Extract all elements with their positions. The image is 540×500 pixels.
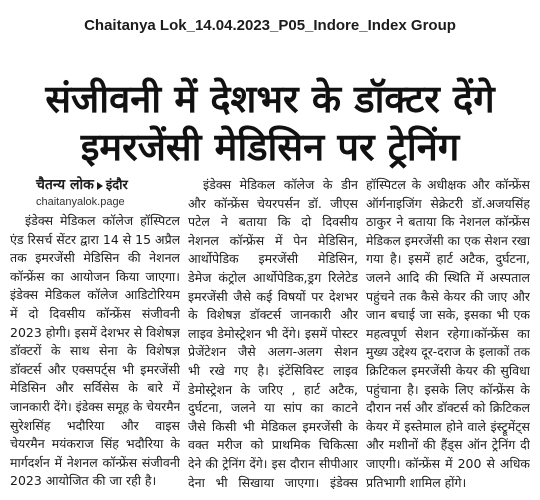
article-line: प्रतिभागी शामिल होंगे।	[366, 474, 467, 490]
article-column-middle	[188, 176, 358, 492]
article-column-left	[10, 212, 180, 491]
masthead-city: इंदौर	[105, 178, 128, 193]
article-line: मेडिकल इमरजेंसी का एक सेशन रखा	[366, 233, 530, 248]
article-line: जानकारी देंगे। इंडेक्स समूह के चेयरमैन	[10, 399, 180, 414]
article-line: आर्थोपेडिक इमरजेंसी मेडिसिन,	[188, 251, 358, 267]
masthead-logo	[36, 176, 128, 195]
article-line: के विशेषज्ञ डॉक्टर्स जानकारी और	[188, 307, 358, 323]
article-line: पहुंचने तक कैसे केयर की जाए और	[366, 288, 530, 304]
article-line: पहुंचाना है। इसके लिए कॉन्फ्रेंस के	[366, 381, 530, 397]
clipping-caption: Chaitanya Lok_14.04.2023_P05_Indore_Index Group	[84, 17, 456, 34]
article-line: डॉक्टर्स और एक्सपर्ट्स भी इमरजेंसी	[10, 361, 180, 377]
article-line: देना भी सिखाया जाएगा। इंडेक्स	[188, 474, 358, 490]
article-line: देने की ट्रेनिंग देंगे। इस दौरान सीपीआर	[188, 456, 358, 471]
article-line: सुरेशसिंह भदौरिया और वाइस	[10, 417, 180, 433]
article-line: दौरान नर्स और डॉक्टर्स को क्रिटिकल	[366, 400, 530, 416]
article-line: दुर्घटना, जलने या सांप का काटने	[188, 400, 358, 416]
article-column-right	[366, 176, 530, 492]
article-line: इमरजेंसी जैसे कई विषयों पर देशभर	[188, 288, 358, 304]
article-line: पटेल ने बताया कि दो दिवसीय	[188, 214, 358, 230]
article-line: जाएगी। कॉन्फ्रेंस में 200 से अधिक	[366, 455, 530, 471]
article-line: लाइव डेमोस्ट्रेशन भी देंगे। इसमें पोस्टर	[188, 325, 358, 341]
article-line: क्रिटिकल इमरजेंसी केयर की सुविधा	[366, 362, 530, 378]
article-line: हॉस्पिटल के अधीक्षक और कॉन्फ्रेंस	[366, 177, 530, 192]
article-line: गया है। इसमें हार्ट अटैक, दुर्घटना,	[366, 251, 530, 267]
article-line: एंड रिसर्च सेंटर द्वारा 14 से 15 अप्रैल	[10, 231, 180, 247]
article-line: महत्वपूर्ण सेशन रहेगा।कॉन्फ्रेंस का	[366, 325, 530, 341]
article-line: इंडेक्स मेडिकल कॉलेज के डीन	[203, 177, 358, 192]
article-line: तक इमरजेंसी मेडिसिन की नेशनल	[10, 250, 180, 266]
article-line: 2023 होगी। इसमें देशभर से विशेषज्ञ	[10, 324, 180, 340]
article-line: और मशीनों की हैंड्स ऑन ट्रेनिंग दी	[366, 437, 530, 453]
article-line: प्रेजेंटेशन जैसे अलग-अलग सेशन	[188, 344, 358, 360]
article-line: कॉन्फ्रेंस का आयोजन किया जाएगा।	[10, 268, 180, 284]
article-line: नेशनल कॉन्फ्रेंस में पेन मेडिसिन,	[188, 232, 358, 248]
article-line: जान बचाई जा सके, इसका भी एक	[366, 307, 530, 323]
article-line: भी रखे गए है। इंटेंसिविस्ट लाइव	[188, 362, 358, 378]
triangle-right-icon	[97, 182, 103, 190]
masthead-website: chaitanyalok.page	[36, 196, 125, 208]
article-line: जलने आदि की स्थिति में अस्पताल	[366, 269, 530, 285]
article-line: मेडिसिन और सर्विसेस के बारे में	[10, 380, 180, 396]
article-line: इंडेक्स मेडिकल कॉलेज हॉस्पिटल	[25, 213, 180, 228]
article-line: इंडेक्स मेडिकल कॉलेज आडिटोरियम	[10, 287, 180, 303]
article-line: डॉक्टरों के साथ सेना के विशेषज्ञ	[10, 343, 180, 359]
article-line: ऑर्गनाइजिंग सेक्रेटरी डॉ.अजयसिंह	[366, 195, 530, 211]
headline-line-2: इमरजेंसी मेडिसिन पर ट्रेनिंग	[80, 125, 460, 169]
article-line: मार्गदर्शन में नेशनल कॉन्फ्रेंस संजीवनी	[10, 454, 180, 470]
article-line: ठाकुर ने बताया कि नेशनल कॉन्फ्रेंस	[366, 214, 530, 230]
article-line: केयर में इस्तेमाल होने वाले इंस्ट्रूमेंट्स	[366, 418, 530, 434]
masthead-name: चैतन्य लोक	[36, 177, 94, 193]
article-line: डेमेज कंट्रोल आर्थोपेडिक,ड्रग रिलेटेड	[188, 269, 358, 285]
article-line: डेमोस्ट्रेशन के जरिए , हार्ट अटैक,	[188, 381, 358, 397]
article-line: मुख्य उद्देश्य दूर-दराज के इलाकों तक	[366, 345, 530, 360]
article-line: और कॉन्फ्रेंस चेयरपर्सन डॉ. जीएस	[188, 195, 358, 211]
headline-line-1: संजीवनी में देशभर के डॉक्टर देंगे	[45, 77, 495, 121]
article-line: वक्त मरीज को प्राथमिक चिकित्सा	[188, 437, 358, 453]
article-line: चेयरमैन मयंकराज सिंह भदौरिया के	[10, 436, 180, 452]
article-line: जैसे किसी भी मेडिकल इमरजेंसी के	[188, 418, 358, 434]
article-line: में दो दिवसीय कॉन्फ्रेंस संजीवनी	[10, 305, 180, 321]
article-line: 2023 आयोजित की जा रही है।	[10, 473, 157, 489]
